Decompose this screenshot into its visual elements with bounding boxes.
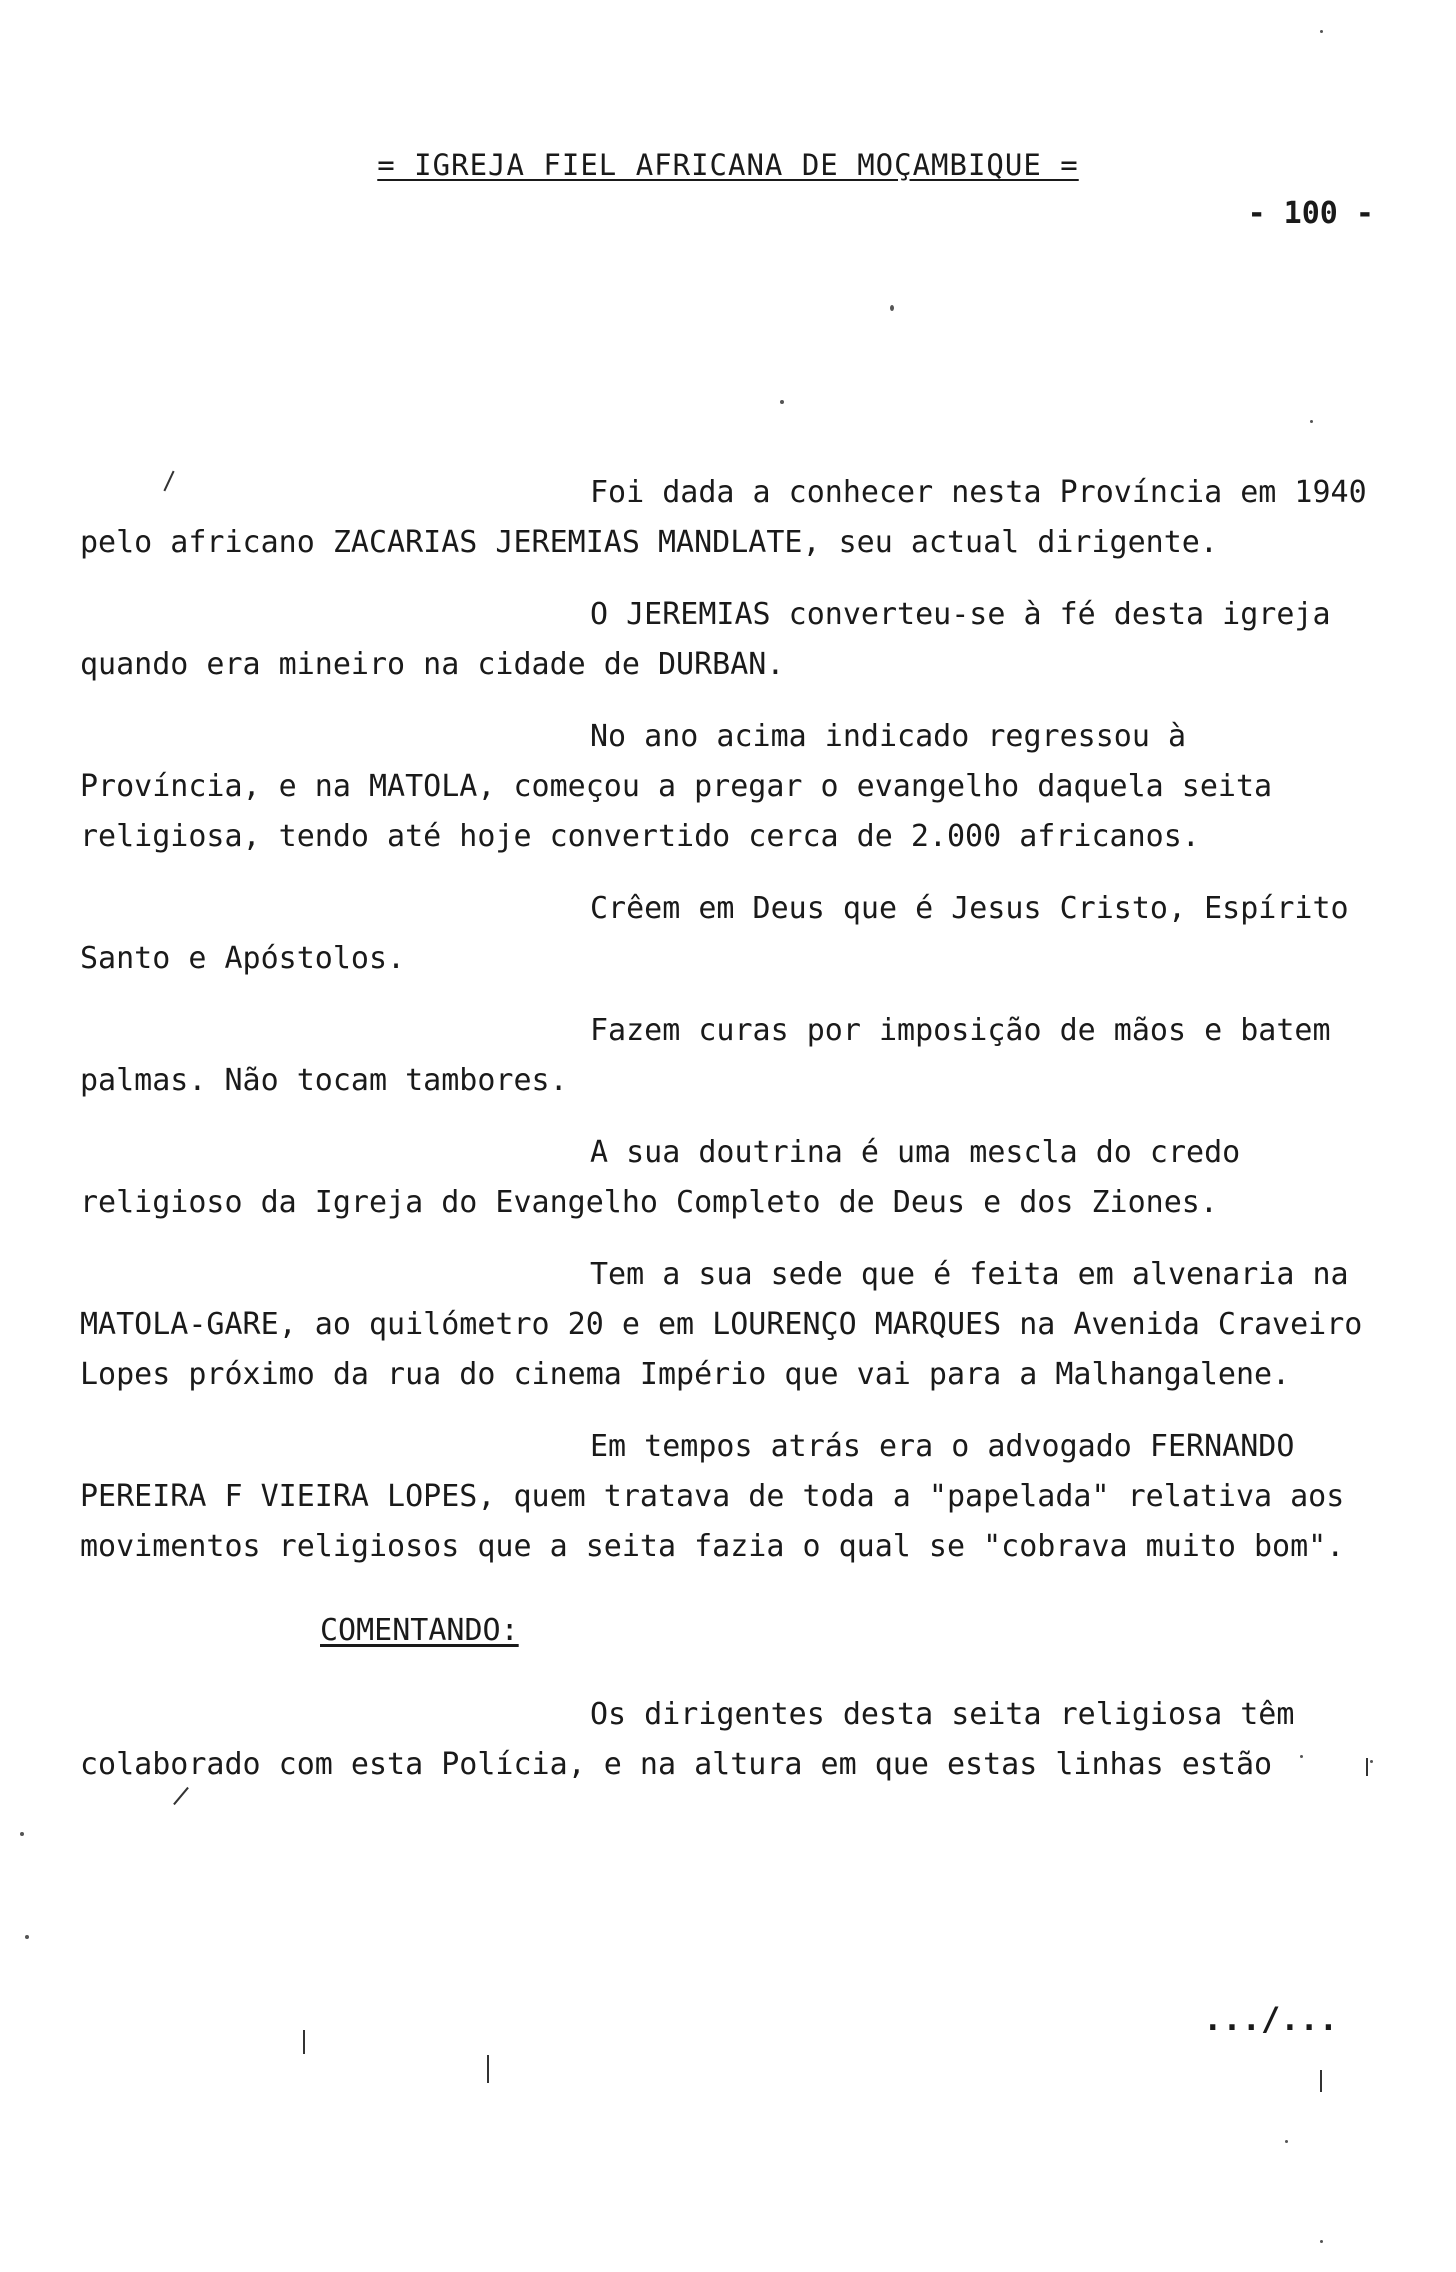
paragraph-text: O JEREMIAS converteu-se à fé desta igreja quando era mineiro na cidade de DURBAN. — [80, 597, 1349, 682]
paragraph — [80, 884, 1380, 984]
scan-mark — [1320, 2070, 1322, 2092]
scan-mark — [1366, 1758, 1368, 1776]
paragraph-text: A sua doutrina é uma mescla do credo religioso da Igreja do Evangelho Completo de Deus e dos Ziones. — [80, 1135, 1259, 1220]
scan-speck — [1310, 420, 1313, 423]
scan-mark — [303, 2030, 305, 2054]
paragraph-text: Tem a sua sede que é feita em alvenaria na MATOLA-GARE, ao quilómetro 20 e em LOURENÇO MARQUES na Avenida Craveiro Lopes próximo da rua do cinema Império que vai para a Malhangalene. — [80, 1257, 1381, 1392]
paragraph — [80, 1422, 1380, 1572]
scan-speck — [1370, 1760, 1373, 1763]
paragraph-text: Em tempos atrás era o advogado FERNANDO PEREIRA F VIEIRA LOPES, quem tratava de toda a "papelada" relativa aos movimentos religiosos que a seita fazia o qual se "cobrava muito bom". — [80, 1429, 1363, 1564]
paragraph — [80, 712, 1380, 862]
scan-speck — [890, 305, 894, 311]
scan-speck — [780, 400, 784, 404]
document-title-text: = IGREJA FIEL AFRICANA DE MOÇAMBIQUE = — [377, 148, 1079, 182]
scan-speck — [20, 1832, 24, 1836]
scan-speck — [25, 1935, 29, 1939]
document-title — [0, 148, 1456, 182]
paragraph — [80, 1250, 1380, 1400]
scan-speck — [1285, 2140, 1288, 2143]
comment-text: Os dirigentes desta seita religiosa têm colaborado com esta Polícia, e na altura em que estas linhas estão — [80, 1697, 1313, 1782]
document-body — [80, 468, 1385, 1812]
scan-mark — [487, 2055, 489, 2083]
paragraph — [80, 1006, 1380, 1106]
paragraph-text: Crêem em Deus que é Jesus Cristo, Espírito Santo e Apóstolos. — [80, 891, 1367, 976]
continuation-mark: .../... — [1203, 2000, 1338, 2038]
scan-speck — [1300, 1755, 1303, 1758]
paragraph — [80, 590, 1380, 690]
paragraph — [80, 1128, 1380, 1228]
comment-heading: COMENTANDO: — [320, 1613, 519, 1648]
paragraph-text: No ano acima indicado regressou à Província, e na MATOLA, começou a pregar o evangelho daquela seita religiosa, tendo até hoje convertido cerca de 2.000 africanos. — [80, 719, 1291, 854]
paragraph-text: Fazem curas por imposição de mãos e batem palmas. Não tocam tambores. — [80, 1013, 1349, 1098]
scan-speck — [1320, 2240, 1323, 2243]
scan-speck — [1320, 30, 1323, 33]
paragraph-text: Foi dada a conhecer nesta Província em 1940 pelo africano ZACARIAS JEREMIAS MANDLATE, seu actual dirigente. — [80, 475, 1385, 560]
paragraph — [80, 468, 1385, 568]
comment-paragraph — [80, 1690, 1380, 1790]
page-number: - 100 - — [1247, 196, 1374, 231]
